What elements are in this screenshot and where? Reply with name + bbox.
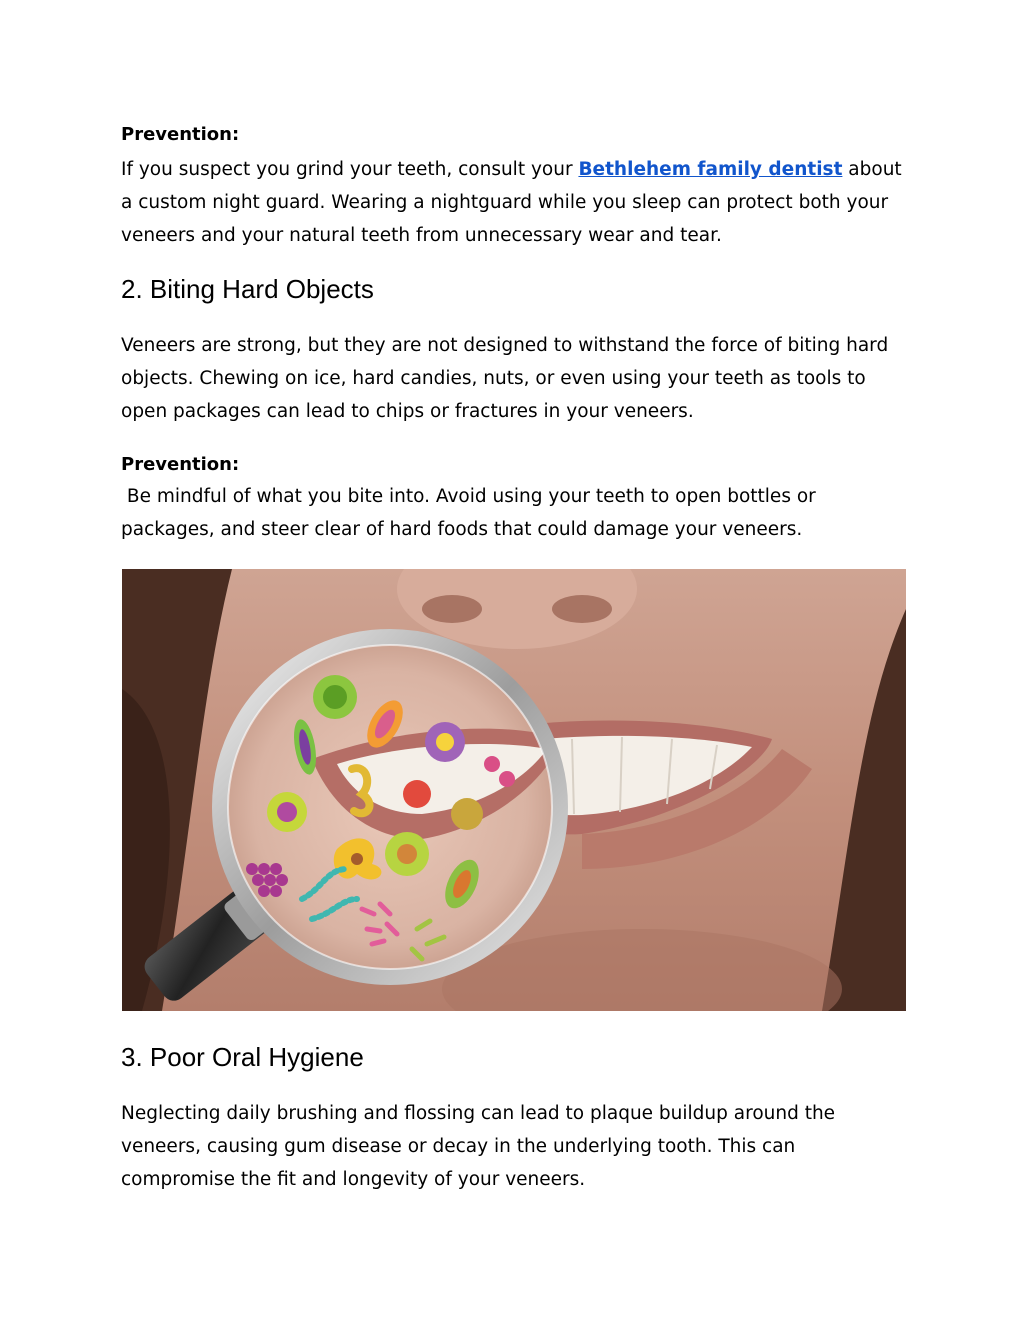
- bethlehem-family-dentist-link[interactable]: Bethlehem family dentist: [578, 159, 843, 180]
- prevention-paragraph-2: Be mindful of what you bite into. Avoid using your teeth to open bottles or packages, and steer clear of hard foods that could damage your veneers.: [121, 486, 822, 540]
- prevention-paragraph-1: [121, 153, 911, 252]
- biting-hard-objects-paragraph: Veneers are strong, but they are not designed to withstand the force of biting hard objects. Chewing on ice, hard candies, nuts, or even using your teeth as tools to open packages can lead to chips or fractures in your veneers.: [121, 335, 889, 422]
- prevention-text-before-link: If you suspect you grind your teeth, consult your: [121, 159, 579, 180]
- prevention-label-2: Prevention:: [121, 454, 240, 475]
- oral-bacteria-magnifier-photo: [122, 569, 906, 1011]
- heading-poor-oral-hygiene: 3. Poor Oral Hygiene: [121, 1042, 364, 1072]
- poor-oral-hygiene-paragraph: Neglecting daily brushing and flossing can lead to plaque buildup around the veneers, causing gum disease or decay in the underlying tooth. This can compromise the fit and longevity of your veneers.: [121, 1103, 836, 1190]
- prevention-label-1: Prevention:: [121, 124, 240, 145]
- heading-biting-hard-objects: 2. Biting Hard Objects: [121, 274, 374, 304]
- prevention-text-after-link: about a custom night guard. Wearing a nightguard while you sleep can protect both your veneers and your natural teeth from unnecessary wear and tear.: [121, 159, 902, 246]
